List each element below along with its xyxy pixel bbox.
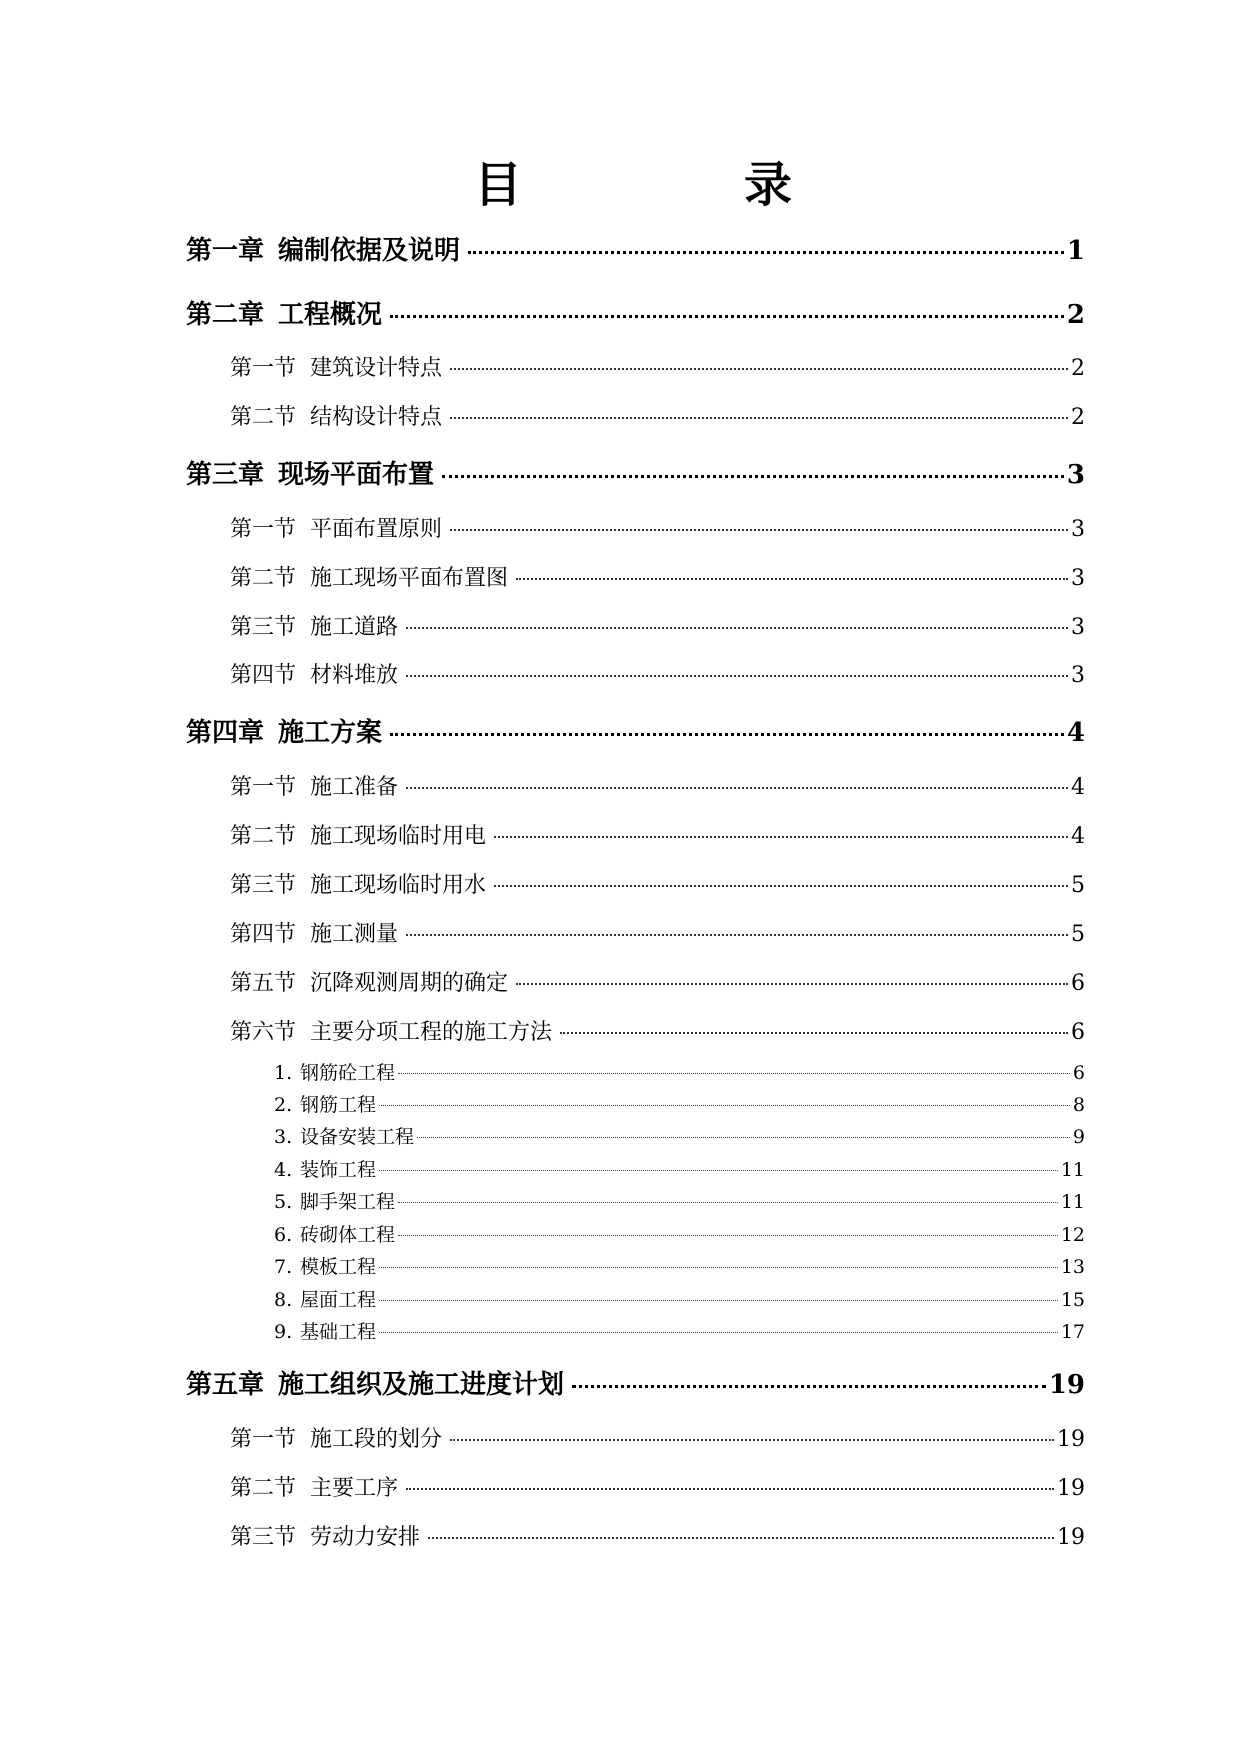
dot-leader [428,1536,1054,1539]
toc-entry-title: 现场平面布置 [278,460,435,490]
dot-leader [516,577,1068,580]
toc-entry-title: 设备安装工程 [300,1126,415,1148]
dot-leader [379,1299,1058,1301]
toc-entry-page-number: 19 [1057,1427,1085,1452]
toc-entry-label: 第二节 [230,405,297,430]
toc-entry-label: 1. [274,1062,293,1084]
toc-entry-title: 施工测量 [310,922,399,947]
toc-entry-page-number: 12 [1060,1224,1085,1246]
dot-leader [390,732,1064,736]
toc-entry-label: 3. [274,1126,293,1148]
toc-entry-section[interactable] [230,1471,1085,1502]
toc-entry-page-number: 3 [1071,615,1085,640]
toc-entry-label: 第五章 [186,1370,265,1400]
toc-entry-title: 平面布置原则 [310,517,443,542]
toc-entry-sub[interactable] [274,1090,1085,1117]
toc-title-char-1: 目 [474,157,523,213]
toc-entry-page-number: 6 [1071,971,1085,996]
toc-entry-title: 钢筋工程 [300,1094,377,1116]
toc-entry-sub[interactable] [274,1317,1085,1344]
toc-entry-page-number: 19 [1048,1370,1085,1400]
toc-entry-title: 结构设计特点 [310,405,443,430]
toc-entry-sub[interactable] [274,1220,1085,1247]
toc-entry-sub[interactable] [274,1252,1085,1279]
toc-entry-page-number: 3 [1071,566,1085,591]
toc-entry-label: 6. [274,1224,293,1246]
toc-entry-label: 第一节 [230,1427,297,1452]
toc-entry-title: 脚手架工程 [300,1191,396,1213]
dot-leader [390,314,1064,318]
dot-leader [379,1266,1058,1268]
dot-leader [450,1438,1054,1441]
toc-entry-title: 施工准备 [310,775,399,800]
dot-leader [398,1201,1058,1203]
toc-entry-page-number: 6 [1072,1062,1085,1084]
toc-entry-title: 施工段的划分 [310,1427,443,1452]
toc-entry-title: 编制依据及说明 [278,236,461,266]
dot-leader [450,367,1068,370]
toc-entry-label: 5. [274,1191,293,1213]
toc-entry-page-number: 4 [1071,775,1085,800]
toc-entry-title: 施工现场临时用水 [310,873,487,898]
dot-leader [406,674,1068,677]
toc-entry-page-number: 9 [1072,1126,1085,1148]
toc-entry-label: 第一节 [230,517,297,542]
dot-leader [450,528,1068,531]
toc-entry-section[interactable] [230,819,1085,850]
dot-leader [406,1487,1054,1490]
toc-entry-title: 建筑设计特点 [310,356,443,381]
toc-entry-page-number: 3 [1066,460,1085,490]
toc-entry-section[interactable] [230,1015,1085,1046]
toc-entry-label: 第三节 [230,1525,297,1550]
toc-entry-title: 施工方案 [278,718,383,748]
dot-leader [406,786,1068,789]
dot-leader [450,416,1068,419]
toc-entry-title: 工程概况 [278,300,383,330]
toc-entry-label: 第六节 [230,1020,297,1045]
toc-entry-title: 沉降观测周期的确定 [310,971,509,996]
toc-entry-title: 施工现场临时用电 [310,824,487,849]
toc-entry-sub[interactable] [274,1155,1085,1182]
toc-entry-title: 主要分项工程的施工方法 [310,1020,553,1045]
toc-entry-section[interactable] [230,400,1085,431]
toc-entry-label: 第三章 [186,460,265,490]
toc-entry-chapter[interactable] [186,712,1085,749]
toc-entry-title: 材料堆放 [310,663,399,688]
toc-entry-title: 砖砌体工程 [300,1224,396,1246]
toc-entry-page-number: 11 [1060,1191,1085,1213]
toc-entry-sub[interactable] [274,1122,1085,1149]
toc-entry-title: 施工组织及施工进度计划 [278,1370,565,1400]
toc-entry-label: 第一节 [230,356,297,381]
toc-entry-page-number: 5 [1071,873,1085,898]
toc-entry-label: 2. [274,1094,293,1116]
toc-entry-chapter[interactable] [186,454,1085,491]
toc-entry-chapter[interactable] [186,294,1085,331]
toc-entry-section[interactable] [230,770,1085,801]
toc-entry-label: 8. [274,1289,293,1311]
dot-leader [442,474,1064,478]
toc-entry-chapter[interactable] [186,230,1085,267]
toc-entry-title: 劳动力安排 [310,1525,421,1550]
dot-leader [494,884,1068,887]
dot-leader [406,626,1068,629]
toc-entry-label: 4. [274,1159,293,1181]
toc-entry-label: 第三节 [230,873,297,898]
toc-entry-label: 9. [274,1321,293,1343]
toc-entry-page-number: 3 [1071,517,1085,542]
toc-title-char-2: 录 [744,157,793,213]
toc-entry-section[interactable] [230,512,1085,543]
toc-entry-title: 基础工程 [300,1321,377,1343]
toc-entry-page-number: 3 [1071,663,1085,688]
toc-entry-title: 施工现场平面布置图 [310,566,509,591]
toc-entry-label: 第四节 [230,922,297,947]
toc-entry-page-number: 19 [1057,1476,1085,1501]
toc-entry-title: 施工道路 [310,615,399,640]
toc-entry-page-number: 2 [1071,405,1085,430]
toc-entry-title: 模板工程 [300,1256,377,1278]
toc-entry-label: 第四节 [230,663,297,688]
toc-entry-page-number: 1 [1066,236,1085,266]
toc-entry-section[interactable] [230,610,1085,641]
dot-leader [379,1169,1058,1171]
dot-leader [379,1331,1058,1333]
toc-entry-page-number: 4 [1071,824,1085,849]
toc-entry-page-number: 17 [1060,1321,1085,1343]
toc-entry-section[interactable] [230,966,1085,997]
toc-entry-section[interactable] [230,917,1085,948]
dot-leader [572,1384,1046,1388]
toc-entry-label: 第四章 [186,718,265,748]
toc-entry-page-number: 5 [1071,922,1085,947]
toc-entry-title: 钢筋砼工程 [300,1062,396,1084]
toc-entry-page-number: 19 [1057,1525,1085,1550]
dot-leader [516,982,1068,985]
toc-entry-label: 第二节 [230,1476,297,1501]
toc-entry-title: 屋面工程 [300,1289,377,1311]
toc-entry-label: 第一章 [186,236,265,266]
toc-entry-page-number: 4 [1066,718,1085,748]
toc-entry-section[interactable] [230,1422,1085,1453]
toc-entry-title: 装饰工程 [300,1159,377,1181]
toc-entry-label: 第二节 [230,824,297,849]
dot-leader [468,250,1064,254]
toc-entry-section[interactable] [230,1520,1085,1551]
toc-entry-page-number: 13 [1060,1256,1085,1278]
dot-leader [560,1031,1068,1034]
toc-entry-page-number: 8 [1072,1094,1085,1116]
dot-leader [406,933,1068,936]
toc-entry-page-number: 15 [1060,1289,1085,1311]
toc-entry-sub[interactable] [274,1058,1085,1085]
toc-entry-page-number: 11 [1060,1159,1085,1181]
toc-entry-page-number: 2 [1066,300,1085,330]
toc-entry-page-number: 2 [1071,356,1085,381]
dot-leader [417,1136,1070,1138]
dot-leader [379,1104,1070,1106]
dot-leader [494,835,1068,838]
toc-entry-sub[interactable] [274,1285,1085,1312]
toc-entry-label: 第一节 [230,775,297,800]
toc-entry-label: 第五节 [230,971,297,996]
toc-entry-label: 第二章 [186,300,265,330]
toc-entry-page-number: 6 [1071,1020,1085,1045]
dot-leader [398,1072,1070,1074]
toc-entry-section[interactable] [230,351,1085,382]
toc-entry-chapter[interactable] [186,1364,1085,1401]
toc-entry-title: 主要工序 [310,1476,399,1501]
toc-entry-label: 7. [274,1256,293,1278]
toc-entry-section[interactable] [230,868,1085,899]
toc-entry-label: 第二节 [230,566,297,591]
toc-entry-section[interactable] [230,561,1085,592]
toc-entry-label: 第三节 [230,615,297,640]
dot-leader [398,1234,1058,1236]
toc-entry-sub[interactable] [274,1187,1085,1214]
toc-entry-section[interactable] [230,658,1085,689]
